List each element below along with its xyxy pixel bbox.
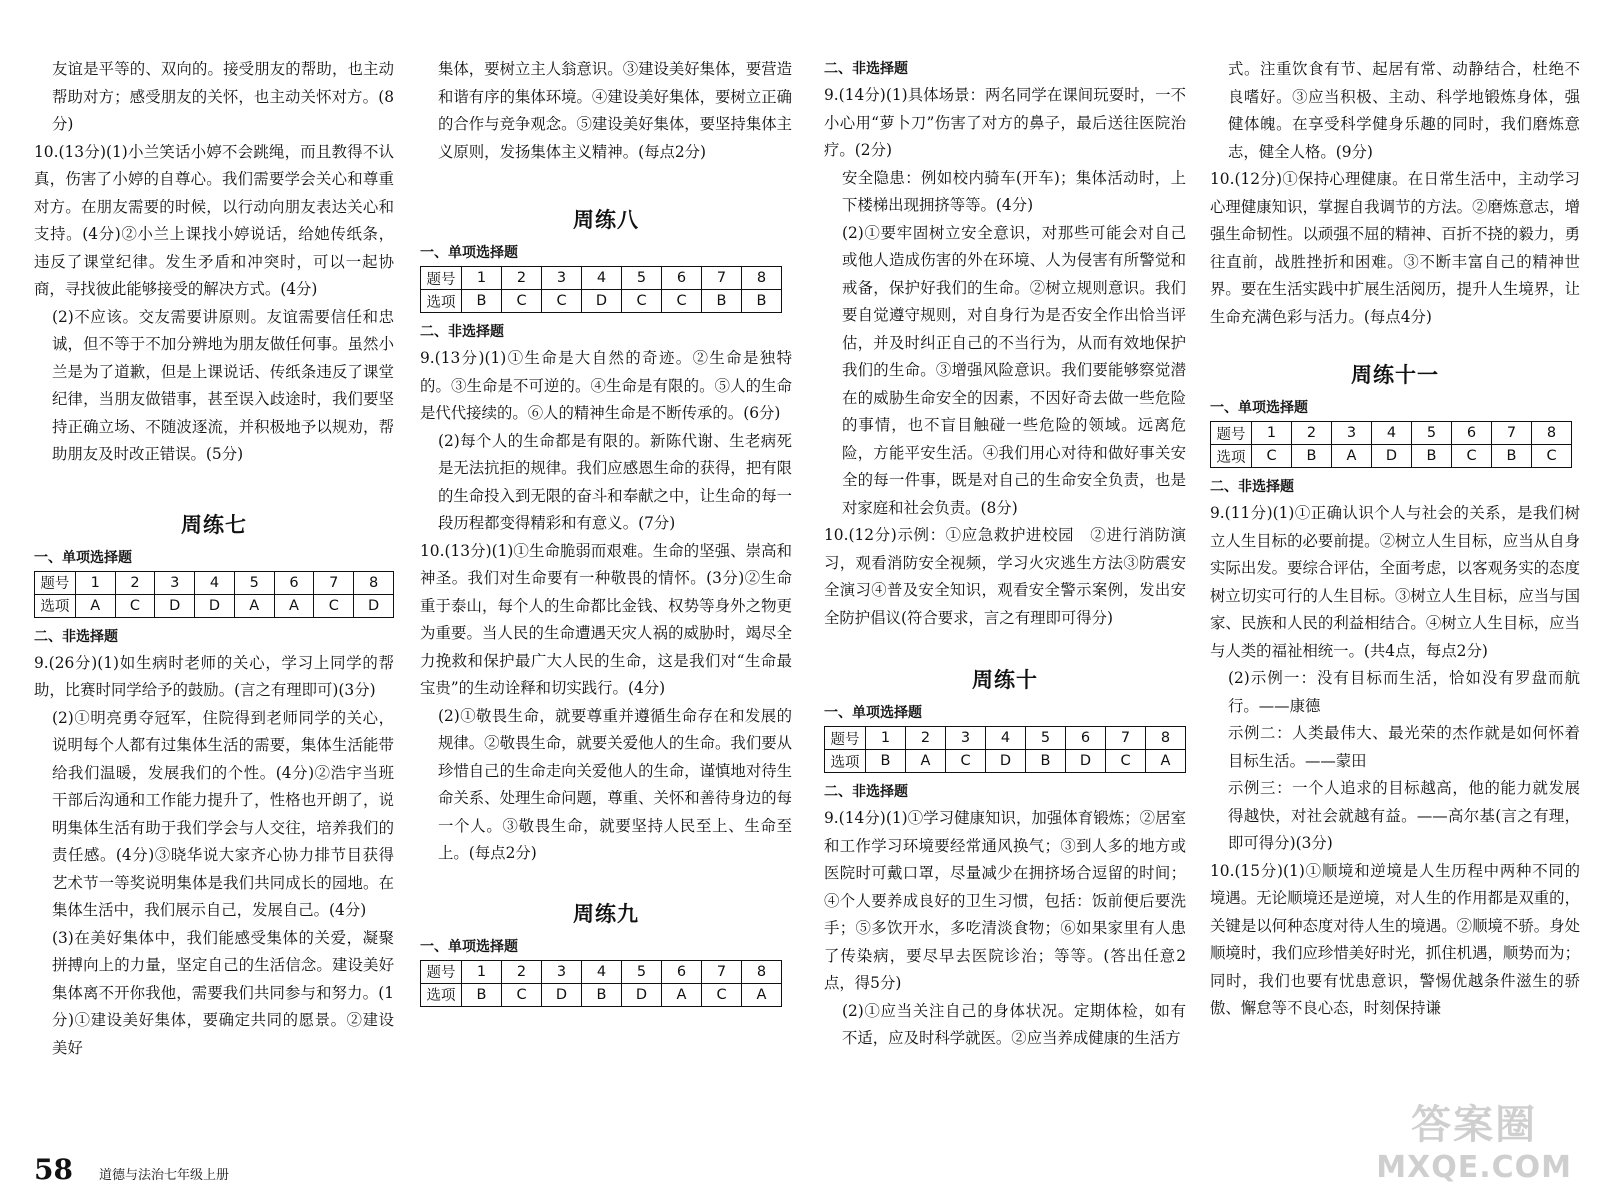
question-number-cell: 3: [1332, 422, 1372, 445]
section-heading-nonchoice: 二、非选择题: [824, 61, 908, 77]
question-number-cell: 7: [702, 960, 742, 983]
answer-cell: D: [155, 594, 195, 617]
question-number-cell: 6: [662, 267, 702, 290]
answer-cell: B: [702, 290, 742, 313]
question-number-cell: 5: [1026, 727, 1066, 750]
answer-cell: A: [274, 594, 314, 617]
column-2: [420, 56, 792, 1015]
question-number-cell: 4: [582, 960, 622, 983]
section-heading-choice: 一、单项选择题: [1210, 400, 1308, 416]
answer-cell: A: [1146, 750, 1186, 773]
question-number-cell: 5: [1412, 422, 1452, 445]
question-number-cell: 2: [906, 727, 946, 750]
paragraph: (2)①要牢固树立安全意识，对那些可能会对自己或他人造成伤害的外在环境、人为侵害有所警觉和戒备，保护好我们的生命。②树立规则意识。我们要自觉遵守规则，对自身行为是否安全作出恰当评估，并及时纠正自己的不当行为，从而有效地保护我们的生命。③增强风险意识。我们要能够察觉潜在的威胁生命安全的因素，不因好奇去做一些危险的事情，也不盲目触碰一些危险的领域。远离危险，方能平安生活。④我们用心对待和做好事关安全的每一件事，既是对自己的生命安全负责，也是对家庭和社会负责。(8分): [842, 223, 1186, 517]
question-number-row: [825, 727, 1186, 750]
answer-cell: A: [742, 983, 782, 1006]
answer-cell: B: [462, 983, 502, 1006]
question-number-cell: 7: [314, 571, 354, 594]
question-number-cell: 4: [195, 571, 235, 594]
answer-cell: C: [1452, 445, 1492, 468]
section-heading-choice: 一、单项选择题: [420, 938, 518, 955]
question-number-row: [1211, 422, 1572, 445]
question-number-row-label: 题号: [825, 727, 866, 750]
question-number-cell: 4: [582, 267, 622, 290]
question-9: 9.(11分)(1)①正确认识个人与社会的关系，是我们树立人生目标的必要前提。②树立人生目标，应当从自身实际出发。要综合评估，全面考虑，以客观务实的态度树立切实可行的人生目标。③树立人生目标，应当与国家、民族和人民的利益相结合。④树立人生目标，应当与人类的福祉相统一。(共4点，每点2分): [1210, 504, 1580, 660]
section-heading-nonchoice: 二、非选择题: [1210, 479, 1294, 495]
answer-table-week10: [824, 726, 1186, 773]
column-3: [824, 56, 1186, 1053]
answer-row: [35, 594, 394, 617]
question-number-cell: 1: [462, 960, 502, 983]
answer-cell: B: [866, 750, 906, 773]
section-heading-choice: 一、单项选择题: [420, 245, 518, 261]
question-number-cell: 8: [1146, 727, 1186, 750]
answer-table-week7: [34, 571, 394, 618]
answer-table-week11: [1210, 421, 1572, 468]
column-1: [34, 56, 394, 1062]
paragraph: 式。注重饮食有节、起居有常、动静结合，杜绝不良嗜好。③应当积极、主动、科学地锻炼身体，强健体魄。在享受科学健身乐趣的同时，我们磨炼意志，健全人格。(9分): [1228, 60, 1580, 161]
answer-table-week9: [420, 960, 782, 1007]
answer-cell: D: [354, 594, 394, 617]
question-10: 10.(13分)(1)①生命脆弱而艰难。生命的坚强、崇高和神圣。我们对生命要有一种敬畏的情怀。(3分)②生命重于泰山，每个人的生命都比金钱、权势等身外之物更为重要。当人民的生命遭遇天灾人祸的威胁时，竭尽全力挽救和保护最广大人民的生命，这是我们对“生命最宝贵”的生动诠释和切实践行。(4分): [420, 541, 792, 697]
question-9: 9.(14分)(1)具体场景：两名同学在课间玩耍时，一不小心用“萝卜刀”伤害了对方的鼻子，最后送往医院治疗。(2分): [824, 86, 1186, 159]
answer-cell: A: [906, 750, 946, 773]
question-number-cell: 6: [274, 571, 314, 594]
section-heading-nonchoice: 二、非选择题: [34, 628, 118, 645]
section-title-week10: 周练十: [972, 668, 1038, 692]
answer-cell: C: [662, 290, 702, 313]
answer-cell: C: [1106, 750, 1146, 773]
answer-cell: D: [986, 750, 1026, 773]
question-number-cell: 2: [1292, 422, 1332, 445]
answer-cell: A: [662, 983, 702, 1006]
question-number-row: [421, 267, 782, 290]
question-number-cell: 3: [155, 571, 195, 594]
answer-cell: C: [946, 750, 986, 773]
answer-cell: D: [1066, 750, 1106, 773]
question-number-cell: 6: [1452, 422, 1492, 445]
question-9: 9.(26分)(1)如生病时老师的关心，学习上同学的帮助，比赛时同学给予的鼓励。(言之有理即可)(3分): [34, 653, 394, 699]
watermark: [1376, 1093, 1572, 1185]
question-number-cell: 1: [1252, 422, 1292, 445]
answer-cell: B: [742, 290, 782, 313]
answer-cell: C: [115, 594, 155, 617]
paragraph: (2)①明亮勇夺冠军，住院得到老师同学的关心，说明每个人都有过集体生活的需要，集体生活能带给我们温暖，发展我们的个性。(4分)②浩宇当班干部后沟通和工作能力提升了，性格也开朗了，说明集体生活有助于我们学会与人交往，培养我们的责任感。(4分)③晓华说大家齐心协力排节目获得艺术节一等奖说明集体是我们共同成长的园地。在集体生活中，我们展示自己，发展自己。(4分): [52, 708, 394, 919]
question-10: 10.(15分)(1)①顺境和逆境是人生历程中两种不同的境遇。无论顺境还是逆境，对人生的作用都是双重的，关键是以何种态度对待人生的境遇。②顺境不骄。身处顺境时，我们应珍惜美好时光，抓住机遇，顺势而为；同时，我们也要有忧患意识，警惕优越条件滋生的骄傲、懈怠等不良心态，时刻保持谦: [1210, 861, 1580, 1017]
watermark-url: MXQE.COM: [1376, 1150, 1572, 1185]
section-title-week11: 周练十一: [1351, 363, 1439, 387]
paragraph: (2)①敬畏生命，就要尊重并遵循生命存在和发展的规律。②敬畏生命，就要关爱他人的生命。我们要从珍惜自己的生命走向关爱他人的生命，谨慎地对待生命关系、处理生命问题，尊重、关怀和善待身边的每一个人。③敬畏生命，就要坚持人民至上、生命至上。(每点2分): [438, 706, 792, 862]
answer-cell: B: [1292, 445, 1332, 468]
question-number-cell: 5: [622, 267, 662, 290]
paragraph: 示例二：人类最伟大、最光荣的杰作就是如何怀着目标生活。——蒙田: [1228, 724, 1580, 770]
section-heading-nonchoice: 二、非选择题: [824, 784, 908, 800]
paragraph: 集体，要树立主人翁意识。③建设美好集体，要营造和谐有序的集体环境。④建设美好集体，要树立正确的合作与竞争观念。⑤建设美好集体，要坚持集体主义原则，发扬集体主义精神。(每点2分): [438, 60, 792, 161]
question-number-cell: 1: [462, 267, 502, 290]
answer-cell: B: [582, 983, 622, 1006]
answer-row-label: 选项: [421, 290, 462, 313]
question-number-cell: 7: [1492, 422, 1532, 445]
question-number-row-label: 题号: [421, 267, 462, 290]
paragraph: 示例三：一个人追求的目标越高，他的能力就发展得越快，对社会就越有益。——高尔基(言之有理，即可得分)(3分): [1228, 779, 1580, 852]
section-heading-nonchoice: 二、非选择题: [420, 324, 504, 340]
answer-cell: B: [1492, 445, 1532, 468]
page-number: 58: [34, 1153, 73, 1186]
question-10: 10.(12分)示例：①应急救护进校园 ②进行消防演习，观看消防安全视频，学习火灾逃生方法③防震安全演习④普及安全知识，观看安全警示案例，发出安全防护倡议(符合要求，言之有理即可得分): [824, 526, 1186, 627]
answer-row: [825, 750, 1186, 773]
question-number-cell: 5: [622, 960, 662, 983]
section-title-week8: 周练八: [573, 208, 639, 232]
section-heading-choice: 一、单项选择题: [824, 705, 922, 721]
answer-row-label: 选项: [421, 983, 462, 1006]
answer-cell: D: [582, 290, 622, 313]
answer-cell: C: [1252, 445, 1292, 468]
question-number-cell: 5: [234, 571, 274, 594]
answer-cell: D: [195, 594, 235, 617]
paragraph: (2)每个人的生命都是有限的。新陈代谢、生老病死是无法抗拒的规律。我们应感恩生命的获得，把有限的生命投入到无限的奋斗和奉献之中，让生命的每一段历程都变得精彩和有意义。(7分): [438, 431, 792, 532]
answer-cell: C: [1532, 445, 1572, 468]
question-9: 9.(14分)(1)①学习健康知识，加强体育锻炼；②居室和工作学习环境要经常通风换气；③到人多的地方或医院时可戴口罩，尽量减少在拥挤场合逗留的时间；④个人要养成良好的卫生习惯，包括：饭前便后要洗手；⑤多饮开水，多吃清淡食物；⑥如果家里有人患了传染病，要尽早去医院诊治；等等。(答出任意2点，得5分): [824, 809, 1186, 992]
paragraph: 安全隐患：例如校内骑车(开车)；集体活动时，上下楼梯出现拥挤等等。(4分): [842, 168, 1186, 214]
page-footer: [34, 1153, 229, 1186]
column-4: [1210, 56, 1580, 1023]
answer-row-label: 选项: [825, 750, 866, 773]
answer-cell: D: [622, 983, 662, 1006]
paragraph: (2)示例一：没有目标而生活，恰如没有罗盘而航行。——康德: [1228, 669, 1580, 715]
answer-cell: A: [1332, 445, 1372, 468]
paragraph: 友谊是平等的、双向的。接受朋友的帮助，也主动帮助对方；感受朋友的关怀，也主动关怀对方。(8分): [52, 60, 394, 133]
answer-cell: A: [75, 594, 115, 617]
answer-cell: C: [502, 290, 542, 313]
question-number-row-label: 题号: [421, 960, 462, 983]
answer-row: [1211, 445, 1572, 468]
watermark-logo: 答案圈: [1411, 1102, 1538, 1148]
question-number-cell: 1: [75, 571, 115, 594]
answer-cell: C: [502, 983, 542, 1006]
section-title-week7: 周练七: [181, 512, 247, 537]
question-10: 10.(13分)(1)小兰笑话小婷不会跳绳，而且教得不认真，伤害了小婷的自尊心。我们需要学会关心和尊重对方。在朋友需要的时候，以行动向朋友表达关心和支持。(4分)②小兰上课找小婷说话，给她传纸条，违反了课堂纪律。发生矛盾和冲突时，可以一起协商，寻找彼此能够接受的解决方式。(4分): [34, 142, 394, 298]
answer-row-label: 选项: [35, 594, 76, 617]
section-title-week9: 周练九: [573, 901, 639, 926]
question-number-cell: 6: [662, 960, 702, 983]
question-number-row: [35, 571, 394, 594]
question-10: 10.(12分)①保持心理健康。在日常生活中，主动学习心理健康知识，掌握自我调节的方法。②磨炼意志，增强生命韧性。以顽强不屈的精神、百折不挠的毅力，勇往直前，战胜挫折和困难。③不断丰富自己的精神世界。要在生活实践中扩展生活阅历，提升人生境界，让生命充满色彩与活力。(每点4分): [1210, 170, 1580, 326]
answer-cell: C: [314, 594, 354, 617]
answer-row: [421, 290, 782, 313]
paragraph: (3)在美好集体中，我们能感受集体的关爱，凝聚拼搏向上的力量，坚定自己的生活信念。建设美好集体离不开你我他，需要我们共同参与和努力。(1分)①建设美好集体，要确定共同的愿景。②建设美好: [52, 928, 394, 1057]
answer-cell: C: [622, 290, 662, 313]
answer-row: [421, 983, 782, 1006]
question-number-cell: 4: [986, 727, 1026, 750]
answer-cell: C: [542, 290, 582, 313]
question-number-cell: 3: [946, 727, 986, 750]
section-heading-choice: 一、单项选择题: [34, 549, 132, 566]
question-number-cell: 2: [115, 571, 155, 594]
answer-cell: C: [702, 983, 742, 1006]
question-number-cell: 4: [1372, 422, 1412, 445]
book-title: 道德与法治七年级上册: [98, 1168, 229, 1183]
question-number-cell: 8: [1532, 422, 1572, 445]
question-number-cell: 8: [354, 571, 394, 594]
question-number-cell: 8: [742, 267, 782, 290]
question-number-cell: 3: [542, 960, 582, 983]
answer-cell: B: [1412, 445, 1452, 468]
question-number-cell: 2: [502, 267, 542, 290]
answer-cell: B: [462, 290, 502, 313]
question-number-cell: 3: [542, 267, 582, 290]
question-number-row-label: 题号: [1211, 422, 1252, 445]
answer-cell: D: [1372, 445, 1412, 468]
question-number-cell: 2: [502, 960, 542, 983]
paragraph: (2)不应该。交友需要讲原则。友谊需要信任和忠诚，但不等于不加分辨地为朋友做任何事。虽然小兰是为了道歉，但是上课说话、传纸条违反了课堂纪律，当朋友做错事，甚至误入歧途时，我们要坚持正确立场、不随波逐流，并积极地予以规劝，帮助朋友及时改正错误。(5分): [52, 307, 394, 463]
paragraph: (2)①应当关注自己的身体状况。定期体检，如有不适，应及时科学就医。②应当养成健康的生活方: [842, 1001, 1186, 1047]
question-number-cell: 6: [1066, 727, 1106, 750]
answer-cell: A: [234, 594, 274, 617]
answer-cell: D: [542, 983, 582, 1006]
question-number-row-label: 题号: [35, 571, 76, 594]
question-9: 9.(13分)(1)①生命是大自然的奇迹。②生命是独特的。③生命是不可逆的。④生命是有限的。⑤人的生命是代代接续的。⑥人的精神生命是不断传承的。(6分): [420, 349, 792, 422]
question-number-cell: 1: [866, 727, 906, 750]
question-number-cell: 7: [702, 267, 742, 290]
answer-table-week8: [420, 266, 782, 313]
question-number-cell: 8: [742, 960, 782, 983]
question-number-row: [421, 960, 782, 983]
answer-cell: B: [1026, 750, 1066, 773]
question-number-cell: 7: [1106, 727, 1146, 750]
answer-row-label: 选项: [1211, 445, 1252, 468]
